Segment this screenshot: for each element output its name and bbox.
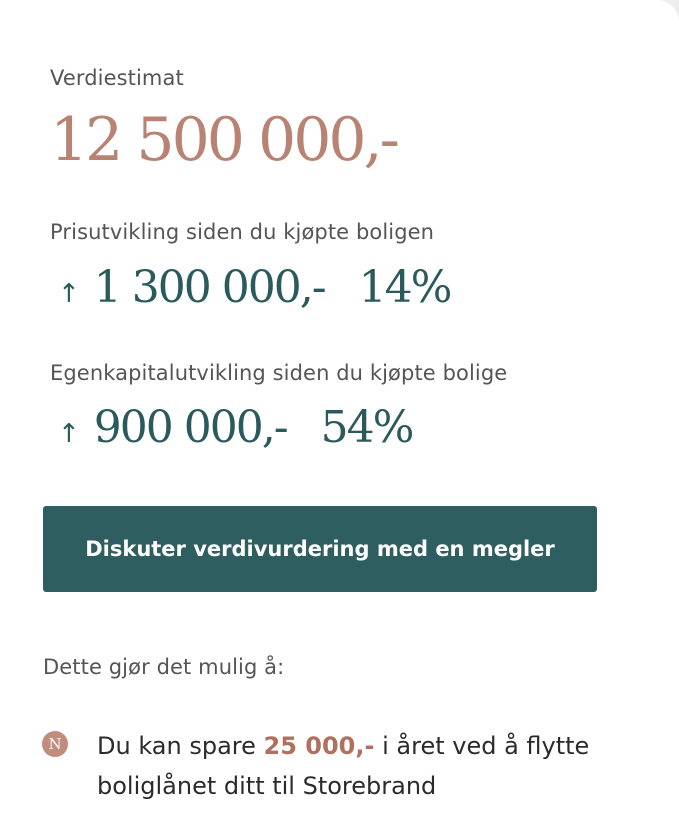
savings-amount: 25 000,-: [263, 732, 375, 760]
price-development-amount: 1 300 000,-: [93, 262, 325, 313]
equity-development-label: Egenkapitalutvikling siden du kjøpte bolige: [50, 361, 508, 385]
equity-development-amount: 900 000,-: [93, 402, 287, 453]
arrow-up-icon: ↑: [58, 279, 80, 309]
arrow-up-icon: ↑: [58, 419, 80, 449]
estimate-label: Verdiestimat: [50, 66, 184, 90]
price-development-label: Prisutvikling siden du kjøpte boligen: [50, 220, 435, 244]
benefits-title: Dette gjør det mulig å:: [43, 655, 285, 679]
estimate-value: 12 500 000,-: [50, 105, 397, 175]
n-badge-icon: N: [42, 731, 68, 757]
price-development-percent: 14%: [358, 262, 451, 313]
benefit-text-before: Du kan spare: [97, 732, 264, 760]
benefit-item-text: [97, 726, 597, 806]
equity-development-percent: 54%: [320, 402, 413, 453]
discuss-valuation-button[interactable]: Diskuter verdivurdering med en megler: [43, 506, 597, 592]
benefit-text-after: i året ved å flytte boliglånet ditt til Storebrand: [97, 732, 590, 800]
equity-development-row: [58, 402, 412, 453]
price-development-row: [58, 262, 450, 313]
